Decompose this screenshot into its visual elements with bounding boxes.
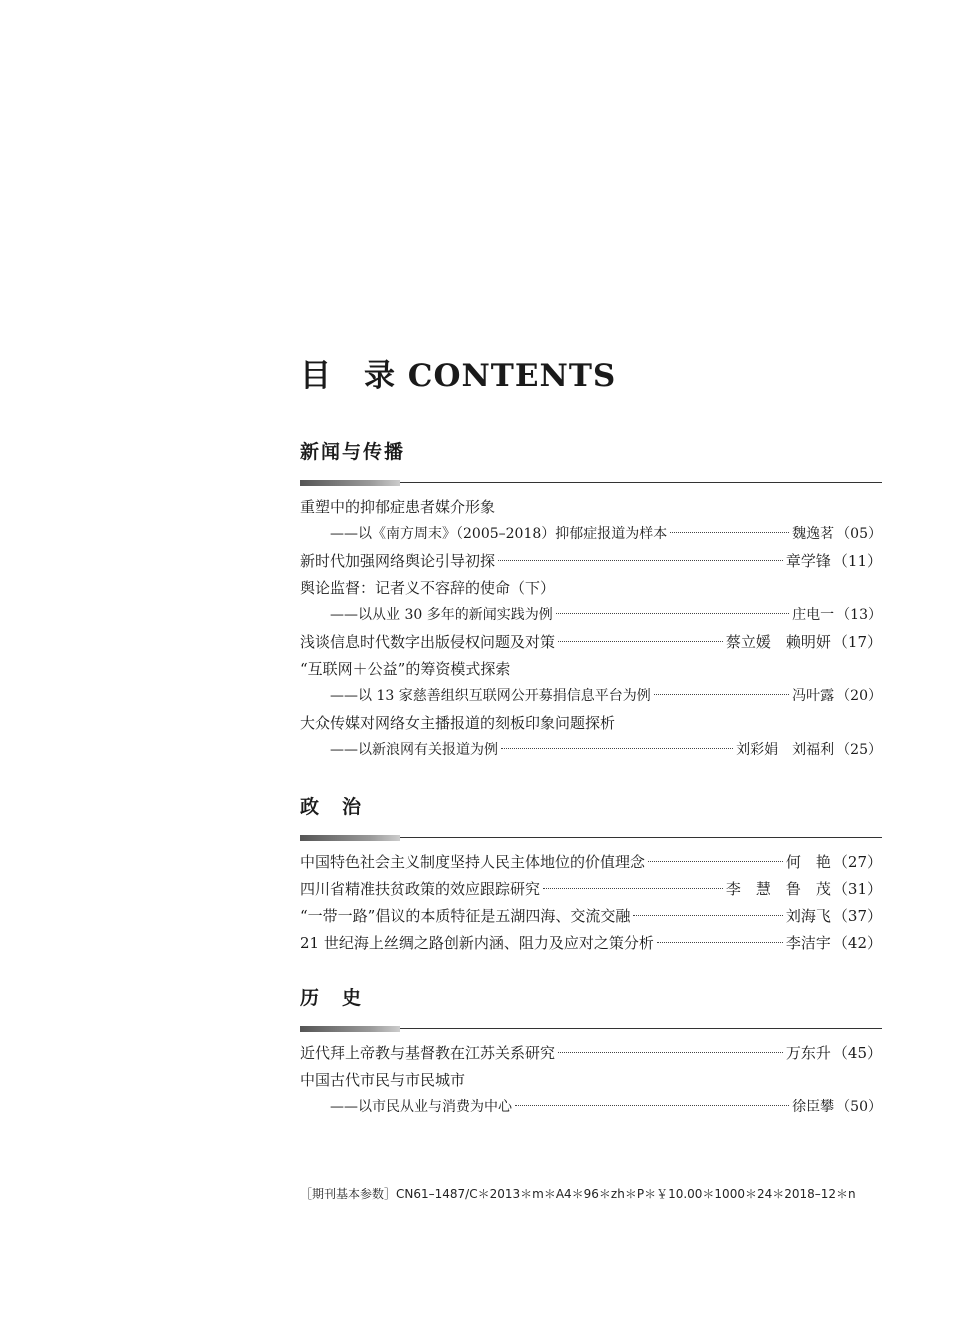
toc-subtitle-row [300, 683, 882, 710]
entry-author: 庄电一 [792, 607, 835, 623]
entry-author: 蔡立媛 赖明妍 [725, 633, 831, 651]
entry-author: 李 慧 鲁 茂 [725, 880, 831, 898]
toc-entry-row [300, 629, 882, 656]
dot-leader [543, 888, 723, 889]
entry-subtitle: ——以市民从业与消费为中心 [330, 1099, 512, 1115]
section-title: 历 史 [300, 987, 364, 1009]
entry-subtitle: ——以新浪网有关报道为例 [330, 742, 498, 758]
toc-entry-row [300, 656, 882, 683]
entry-author: 何 艳 [785, 853, 831, 871]
entry-page-number: （42） [832, 934, 882, 952]
entry-author: 章学锋 [785, 552, 831, 570]
entry-title: 大众传媒对网络女主播报道的刻板印象问题探析 [300, 714, 616, 732]
section-news-communication [300, 438, 882, 764]
toc-entry-row [300, 1040, 882, 1067]
dot-leader [654, 694, 789, 695]
section-title: 政 治 [300, 796, 364, 818]
section-divider [300, 1026, 882, 1032]
entry-title: 21 世纪海上丝绸之路创新内涵、阻力及应对之策分析 [300, 934, 654, 952]
entry-title: 浅谈信息时代数字出版侵权问题及对策 [300, 633, 556, 651]
entry-page-number: （11） [832, 552, 882, 570]
dot-leader [670, 532, 789, 533]
entry-list [300, 1040, 882, 1121]
entry-author: 李洁宇 [785, 934, 831, 952]
dot-leader [648, 861, 783, 862]
section-history [300, 984, 882, 1121]
entry-author: 刘海飞 [785, 907, 831, 925]
dot-leader [558, 1052, 783, 1053]
entry-author: 魏逸茗 [792, 526, 835, 542]
toc-title: 目 录 CONTENTS [300, 358, 617, 394]
dot-leader [556, 613, 789, 614]
entry-page-number: （25） [836, 742, 882, 758]
entry-title: 中国特色社会主义制度坚持人民主体地位的价值理念 [300, 853, 646, 871]
entry-page-number: （20） [836, 688, 882, 704]
toc-entry-row [300, 494, 882, 521]
entry-page-number: （27） [832, 853, 882, 871]
section-divider [300, 480, 882, 486]
toc-entry-row [300, 575, 882, 602]
section-title: 新闻与传播 [300, 441, 406, 463]
entry-title: 近代拜上帝教与基督教在江苏关系研究 [300, 1044, 556, 1062]
toc-entry-row [300, 1067, 882, 1094]
toc-entry-row [300, 930, 882, 957]
entry-page-number: （45） [832, 1044, 882, 1062]
dot-leader [633, 915, 783, 916]
toc-subtitle-row [300, 737, 882, 764]
entry-title: 新时代加强网络舆论引导初探 [300, 552, 496, 570]
entry-author: 冯叶露 [792, 688, 835, 704]
dot-leader [515, 1105, 789, 1106]
section-divider [300, 835, 882, 841]
entry-author: 徐臣攀 [792, 1099, 835, 1115]
table-of-contents [300, 352, 882, 1115]
entry-subtitle: ——以《南方周末》（2005–2018）抑郁症报道为样本 [330, 526, 668, 542]
journal-parameters-footer: ［期刊基本参数］CN61–1487/C＊2013＊m＊A4＊96＊zh＊P＊￥10.00＊1000＊24＊2018–12＊n [300, 1187, 856, 1201]
entry-title: “互联网＋公益”的筹资模式探索 [300, 660, 511, 678]
dot-leader [501, 748, 733, 749]
toc-entry-row [300, 710, 882, 737]
toc-entry-row [300, 849, 882, 876]
entry-subtitle: ——以 13 家慈善组织互联网公开募捐信息平台为例 [330, 688, 651, 704]
entry-title: 中国古代市民与市民城市 [300, 1071, 466, 1089]
entry-page-number: （50） [836, 1099, 882, 1115]
entry-list [300, 849, 882, 957]
dot-leader [558, 641, 723, 642]
entry-page-number: （13） [836, 607, 882, 623]
toc-entry-row [300, 548, 882, 575]
entry-page-number: （17） [832, 633, 882, 651]
toc-entry-row [300, 903, 882, 930]
entry-title: “一带一路”倡议的本质特征是五湖四海、交流交融 [300, 907, 631, 925]
entry-subtitle: ——以从业 30 多年的新闻实践为例 [330, 607, 553, 623]
dot-leader [498, 560, 783, 561]
entry-author: 万东升 [785, 1044, 831, 1062]
entry-page-number: （31） [832, 880, 882, 898]
toc-entry-row [300, 876, 882, 903]
entry-author: 刘彩娟 刘福利 [736, 742, 835, 758]
entry-title: 舆论监督：记者义不容辞的使命（下） [300, 579, 556, 597]
entry-page-number: （05） [836, 526, 882, 542]
entry-list [300, 494, 882, 764]
toc-subtitle-row [300, 602, 882, 629]
entry-title: 重塑中的抑郁症患者媒介形象 [300, 498, 496, 516]
entry-title: 四川省精准扶贫政策的效应跟踪研究 [300, 880, 541, 898]
dot-leader [657, 942, 783, 943]
section-politics [300, 793, 882, 957]
entry-page-number: （37） [832, 907, 882, 925]
toc-subtitle-row [300, 1094, 882, 1121]
toc-subtitle-row [300, 521, 882, 548]
